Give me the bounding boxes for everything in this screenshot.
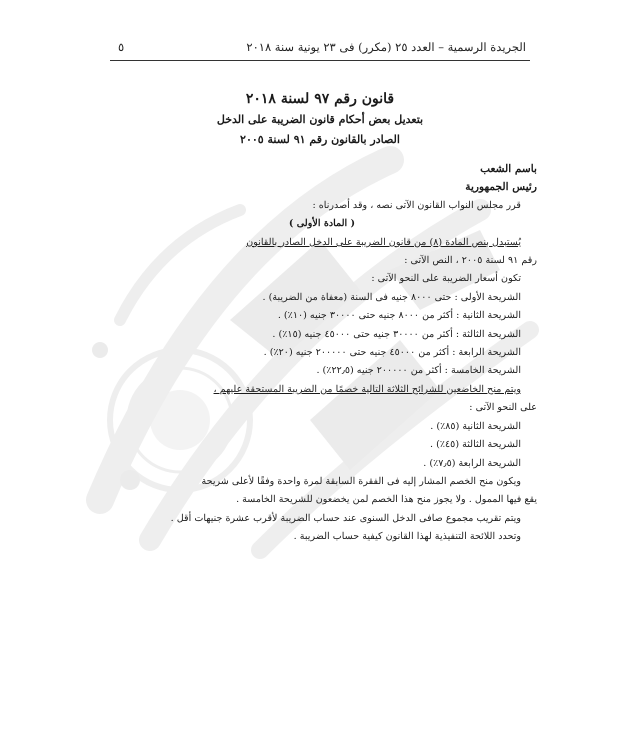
law-body bbox=[107, 160, 537, 547]
law-subtitle: بتعديل بعض أحكام قانون الضريبة على الدخل bbox=[216, 113, 424, 126]
article-line-1: يُستبدل بنص المادة (٨) من قانون الضريبة على الدخل الصادر بالقانون bbox=[246, 236, 521, 248]
article-heading: ( المادة الأولى ) bbox=[288, 218, 356, 230]
discount-fourth: الشريحة الرابعة (٧٫٥٪) . bbox=[423, 457, 521, 469]
law-title: قانون رقم ٩٧ لسنة ٢٠١٨ bbox=[245, 91, 395, 107]
page-number: ٥ bbox=[118, 40, 125, 54]
paragraph-1b: يقع فيها الممول . ولا يجوز منح هذا الخصم لمن يخضعون للشريحة الخامسة . bbox=[236, 494, 537, 506]
bracket-4: الشريحة الرابعة : أكثر من ٤٥٠٠٠ جنيه حتى ٢٠٠٠٠٠ جنيه (٢٠٪) . bbox=[263, 347, 521, 359]
discount-third: الشريحة الثالثة (٤٥٪) . bbox=[430, 439, 521, 451]
paragraph-1a: ويكون منح الخصم المشار إليه فى الفقرة السابقة لمرة واحدة وفقًا لأعلى شريحة bbox=[201, 475, 521, 487]
law-title-block bbox=[110, 88, 530, 150]
article-line-2: رقم ٩١ لسنة ٢٠٠٥ ، النص الآتى : bbox=[404, 255, 537, 267]
rates-intro: تكون أسعار الضريبة على النحو الآتى : bbox=[371, 273, 521, 285]
enactment-line: قرر مجلس النواب القانون الآتى نصه ، وقد أصدرناه : bbox=[312, 199, 521, 211]
president-heading: رئيس الجمهورية bbox=[465, 181, 537, 194]
name-of-people: باسم الشعب bbox=[480, 163, 537, 175]
law-subtitle-2: الصادر بالقانون رقم ٩١ لسنة ٢٠٠٥ bbox=[240, 133, 400, 146]
paragraph-2: ويتم تقريب مجموع صافى الدخل السنوى عند حساب الضريبة لأقرب عشرة جنيهات أقل . bbox=[170, 512, 521, 524]
discount-second: الشريحة الثانية (٨٥٪) . bbox=[430, 420, 521, 432]
bracket-3: الشريحة الثالثة : أكثر من ٣٠٠٠٠ جنيه حتى ٤٥٠٠٠ جنيه (١٥٪) . bbox=[272, 328, 521, 340]
gazette-header bbox=[118, 40, 526, 54]
header-title: الجريدة الرسمية – العدد ٢٥ (مكرر) فى ٢٣ يونية سنة ٢٠١٨ bbox=[246, 40, 526, 54]
bracket-1: الشريحة الأولى : حتى ٨٠٠٠ جنيه فى السنة (معفاة من الضريبة) . bbox=[262, 291, 521, 303]
bracket-5: الشريحة الخامسة : أكثر من ٢٠٠٠٠٠ جنيه (٢٢٫٥٪) . bbox=[316, 365, 521, 377]
discount-line-1: ويتم منح الخاضعين للشرائح الثلاثة التالية خصمًا من الضريبة المستحقة عليهم ، bbox=[213, 383, 521, 395]
discount-line-2: على النحو الآتى : bbox=[469, 402, 537, 414]
paragraph-3: وتحدد اللائحة التنفيذية لهذا القانون كيفية حساب الضريبة . bbox=[293, 531, 521, 543]
header-divider bbox=[110, 60, 530, 61]
bracket-2: الشريحة الثانية : أكثر من ٨٠٠٠ جنيه حتى ٣٠٠٠٠ جنيه (١٠٪) . bbox=[277, 310, 521, 322]
